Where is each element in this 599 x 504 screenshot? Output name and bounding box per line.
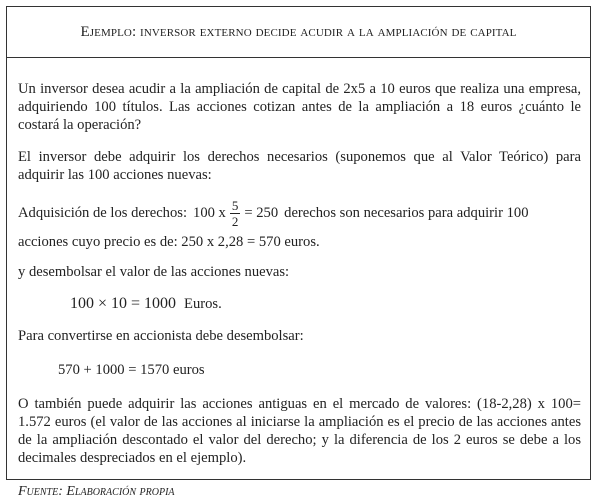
fraction [230, 198, 241, 229]
equation-new-shares [18, 295, 581, 313]
new-shares-paragraph: y desembolsar el valor de las acciones nuevas: [18, 264, 290, 280]
rights-calculation [18, 198, 581, 229]
box-content [7, 58, 590, 467]
source-footer: Fuente: Elaboración propia [18, 484, 175, 499]
fraction-denominator: 2 [231, 214, 239, 229]
equation-new-shares-unit: Euros. [184, 296, 222, 312]
rights-base: 100 x [193, 205, 226, 221]
rights-price-line: acciones cuyo precio es de: 250 x 2,28 = 570 euros. [18, 234, 320, 250]
example-box [6, 6, 591, 480]
box-title: Ejemplo: inversor externo decide acudir a la ampliación de capital [7, 7, 590, 58]
fraction-numerator: 5 [231, 198, 239, 213]
total-intro-paragraph: Para convertirse en accionista debe desembolsar: [18, 328, 304, 344]
equation-new-shares-expr: 100 × 10 = 1000 [70, 295, 177, 312]
rights-lead: Adquisición de los derechos: [18, 205, 188, 221]
rights-result: = 250 [244, 205, 279, 221]
equation-total: 570 + 1000 = 1570 euros [58, 362, 205, 378]
rights-tail: derechos son necesarios para adquirir 100 [284, 205, 529, 221]
intro-paragraph: Un inversor desea acudir a la ampliación de capital de 2x5 a 10 euros que realiza una empresa, adquiriendo 100 títulos. Las acciones cotizan antes de la ampliación a 18 euros ¿cuánto le costará la operación? [18, 81, 581, 133]
alternative-paragraph: O también puede adquirir las acciones antiguas en el mercado de valores: (18-2,28) x 100= 1.572 euros (el valor de las acciones al iniciarse la ampliación es el precio de las acciones antes de la ampliación descontado el valor del derecho; y la diferencia de los 2 euros se debe a los decimales despreciados en el ejemplo). [18, 396, 581, 466]
rights-intro-paragraph: El inversor debe adquirir los derechos necesarios (suponemos que al Valor Teórico) para adquirir las 100 acciones nuevas: [18, 149, 581, 183]
